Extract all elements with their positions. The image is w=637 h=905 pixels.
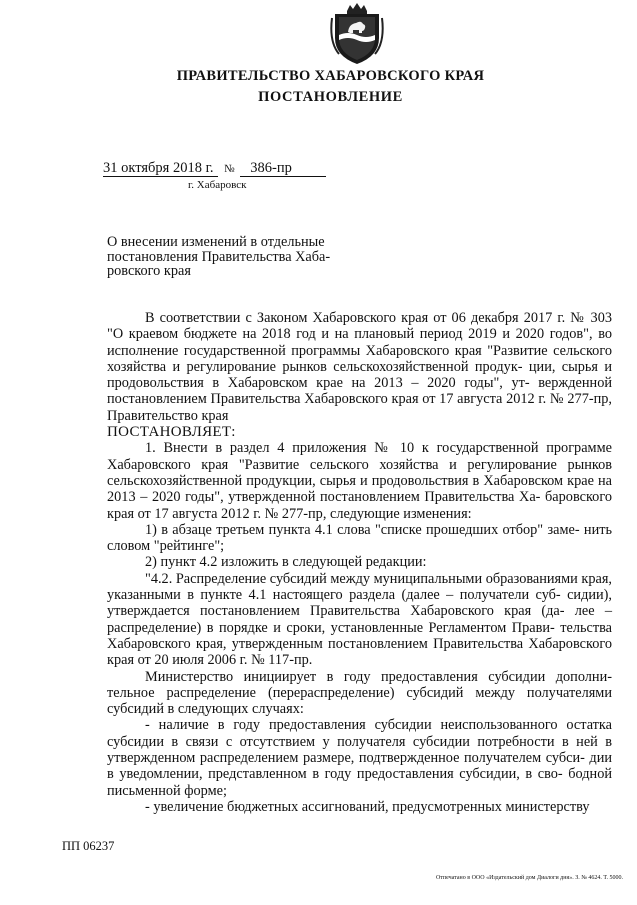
print-note: Отпечатано в ООО «Издательский дом Диалоги дня». З. № 4624. Т. 5000.	[435, 875, 623, 881]
document-number: 386-пр	[240, 160, 326, 177]
document-subject: О внесении изменений в отдельные постановления Правительства Хаба- ровского края	[107, 234, 331, 280]
document-type-title: ПОСТАНОВЛЕНИЕ	[258, 89, 403, 105]
body-paragraph-1: В соответствии с Законом Хабаровского края от 06 декабря 2017 г. № 303 "О краевом бюджете на 2018 год и на плановый период 2019 и 2020 годов", во исполнение государственной программы Хабаровского края "Развитие сельского хозяйства и регулирование рынков сельскохозяйственной продук- ции, сырья и продовольствия в Хабаровском крае на 2013 – 2020 годы", ут- вержденной постановлением Правительства Хабаровского края от 17 августа 2012 г. № 277-пр, Правительство края	[107, 310, 612, 424]
decree-keyword: ПОСТАНОВЛЯЕТ:	[107, 424, 236, 441]
body-paragraph-5: 2) пункт 4.2 изложить в следующей редакции:	[145, 554, 427, 571]
coat-of-arms-khabarovsk-icon	[329, 2, 385, 66]
body-paragraph-7: Министерство инициирует в году предоставления субсидии дополни- тельное распределение (перераспределение) субсидий между получателями субсидий в следующих случаях:	[107, 668, 612, 718]
document-code: ПП 06237	[62, 839, 115, 853]
body-paragraph-8: - наличие в году предоставления субсидии неиспользованного остатка субсидии в связи с отсутствием у получателя субсидии потребности в ней в утвержденном распределением размере, подтвержденное получателем субси- дии в уведомлении, представленном в году предоставления субсидии, в сво- бодной письменной форме;	[107, 717, 612, 799]
body-paragraph-3: 1. Внести в раздел 4 приложения № 10 к государственной программе Хабаровского края "Развитие сельского хозяйства и регулирование рынков сельскохозяйственной продукции, сырья и продовольствия в Хабаровском крае на 2013 – 2020 годы", утвержденной постановлением Правительства Ха- баровского края от 17 августа 2012 г. № 277-пр, следующие изменения:	[107, 440, 612, 522]
document-date: 31 октября 2018 г.	[103, 160, 218, 177]
document-city: г. Хабаровск	[188, 179, 247, 191]
body-paragraph-4: 1) в абзаце третьем пункта 4.1 слова "списке прошедших отбор" заме- нить словом "рейтинге";	[107, 521, 612, 555]
document-body	[107, 310, 612, 815]
body-paragraph-6: "4.2. Распределение субсидий между муниципальными образованиями края, указанными в пункте 4.1 настоящего раздела (далее – получатели суб- сидии), утверждается постановлением Правительства Хабаровского края (да- лее – распределение) в порядке и сроки, установленные Регламентом Прави- тельства Хабаровского края, утвержденным постановлением Правительства Хабаровского края от 20 июля 2006 г. № 117-пр.	[107, 570, 612, 669]
body-paragraph-9: - увеличение бюджетных ассигнований, предусмотренных министерству	[145, 798, 590, 815]
government-title: ПРАВИТЕЛЬСТВО ХАБАРОВСКОГО КРАЯ	[176, 68, 485, 84]
date-number-line	[103, 160, 326, 177]
number-sign: №	[224, 163, 235, 175]
